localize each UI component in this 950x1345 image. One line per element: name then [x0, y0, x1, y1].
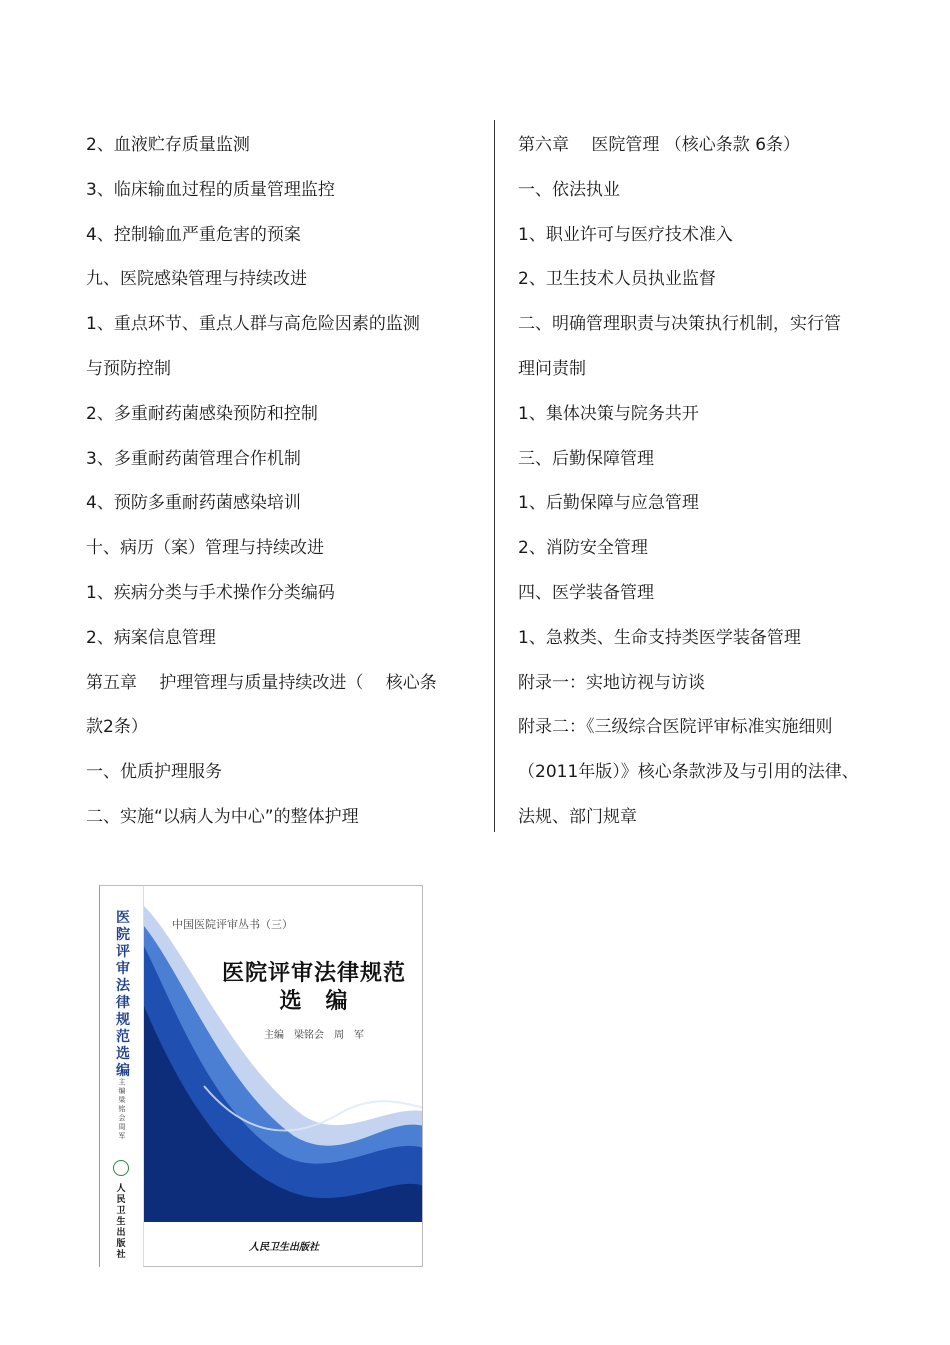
- toc-line: 2、多重耐药菌感染预防和控制: [86, 403, 318, 424]
- toc-line: 2、病案信息管理: [86, 627, 216, 648]
- book-title-line1: 医院评审法律规范: [221, 961, 406, 986]
- spine-title: 医院评审法律规范选编: [116, 910, 130, 1079]
- toc-line: 十、病历（案）管理与持续改进: [86, 538, 324, 559]
- spine-authors: 主编 梁铭会 周 军: [118, 1078, 126, 1140]
- toc-line: 4、预防多重耐药菌感染培训: [86, 493, 301, 514]
- toc-line: 3、多重耐药菌管理合作机制: [86, 448, 301, 469]
- toc-line: 款2条）: [86, 717, 148, 738]
- toc-line: 1、疾病分类与手术操作分类编码: [86, 582, 335, 603]
- toc-line: 理问责制: [518, 358, 586, 379]
- toc-line: 2、血液贮存质量监测: [86, 135, 250, 155]
- toc-line: 4、控制输血严重危害的预案: [86, 224, 301, 245]
- toc-line: 九、医院感染管理与持续改进: [86, 269, 307, 290]
- toc-line: 第五章 护理管理与质量持续改进（ 核心条: [86, 672, 437, 693]
- book-title-line2: 选 编: [279, 989, 349, 1014]
- toc-line: 1、集体决策与院务共开: [518, 403, 699, 424]
- toc-line: 四、医学装备管理: [518, 582, 654, 603]
- spine-publisher: 人民卫生出版社: [116, 1184, 126, 1260]
- book-series: 中国医院评审丛书（三）: [172, 918, 293, 931]
- front-publisher: 人民卫生出版社: [249, 1242, 319, 1253]
- book-authors: 主编 梁铭会 周 军: [264, 1030, 364, 1041]
- publisher-logo-icon: [113, 1160, 129, 1176]
- toc-line: 第六章 医院管理 （核心条款 6条）: [518, 135, 801, 155]
- toc-line: 3、临床输血过程的质量管理监控: [86, 179, 335, 200]
- toc-line: 1、急救类、生命支持类医学装备管理: [518, 627, 801, 648]
- left-column: [86, 123, 476, 840]
- toc-line: 1、职业许可与医疗技术准入: [518, 224, 733, 245]
- toc-line: 2、卫生技术人员执业监督: [518, 269, 716, 290]
- toc-line: 1、重点环节、重点人群与高危险因素的监测: [86, 314, 420, 335]
- toc-line: 法规、部门规章: [518, 806, 637, 827]
- book-cover-image: [99, 885, 424, 1267]
- column-divider: [494, 120, 495, 832]
- toc-line: 附录一：实地访视与访谈: [518, 672, 705, 693]
- book-spine: [99, 885, 144, 1267]
- toc-line: 二、实施“以病人为中心”的整体护理: [86, 806, 359, 827]
- right-column: [518, 123, 868, 840]
- toc-line: 1、后勤保障与应急管理: [518, 493, 699, 514]
- toc-line: 与预防控制: [86, 358, 171, 379]
- toc-line: 二、明确管理职责与决策执行机制，实行管: [518, 314, 841, 335]
- toc-line: 一、优质护理服务: [86, 762, 222, 783]
- toc-line: （2011年版）》核心条款涉及与引用的法律、: [518, 762, 859, 783]
- toc-line: 附录二：《三级综合医院评审标准实施细则: [518, 717, 833, 738]
- toc-line: 三、后勤保障管理: [518, 448, 654, 469]
- toc-line: 一、依法执业: [518, 179, 620, 200]
- wave-graphic: [144, 886, 423, 1267]
- book-front-cover: [143, 885, 423, 1267]
- toc-line: 2、消防安全管理: [518, 538, 648, 559]
